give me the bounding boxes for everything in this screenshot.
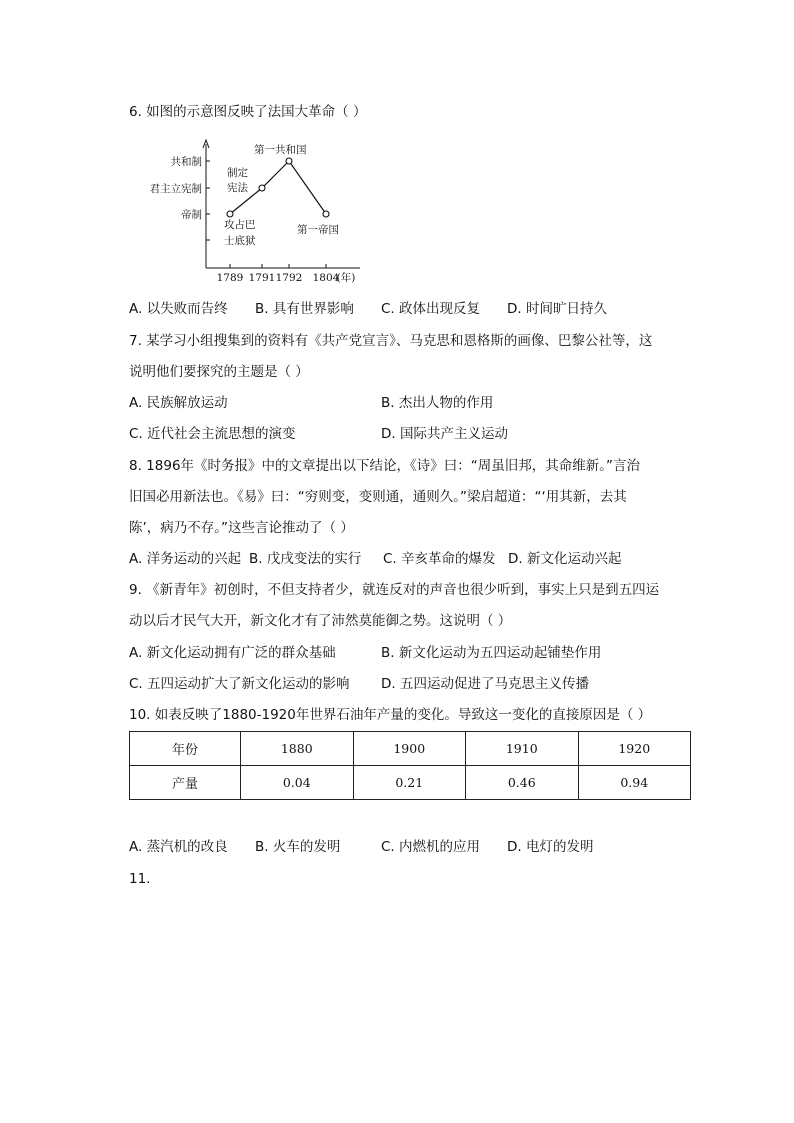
table-row-output <box>130 766 691 800</box>
q8-option-c: C. 辛亥革命的爆发 <box>383 551 496 567</box>
q9-option-b: B. 新文化运动为五四运动起铺垫作用 <box>381 645 602 661</box>
question-8-stem-line-1: 8. 1896年《时务报》中的文章提出以下结论，《诗》曰：“周虽旧邦，其命维新。”言治 <box>129 458 641 474</box>
q10-option-c: C. 内燃机的应用 <box>381 839 481 855</box>
question-8-stem-line-2: 旧国必用新法也。《易》曰：“穷则变，变则通，通则久。”梁启超道：“‘用其新，去其 <box>129 489 627 505</box>
q6-option-b: B. 具有世界影响 <box>255 301 354 317</box>
point-label: 第一共和国 <box>254 144 307 156</box>
x-axis-unit: (年) <box>336 272 356 284</box>
q9-option-d: D. 五四运动促进了马克思主义传播 <box>381 676 589 692</box>
q6-option-d: D. 时间旷日持久 <box>507 301 607 317</box>
point-label: 第一帝国 <box>297 224 339 236</box>
q7-option-a: A. 民族解放运动 <box>129 395 228 411</box>
data-point <box>227 211 233 217</box>
table-cell-year: 1900 <box>353 732 466 766</box>
x-tick-label: 1789 <box>216 272 244 284</box>
question-9-stem-line-1: 9. 《新青年》初创时，不但支持者少，就连反对的声音也很少听到，事实上只是到五四运 <box>129 582 660 598</box>
question-10-stem: 10. 如表反映了1880-1920年世界石油年产量的变化。导致这一变化的直接原因是（ ） <box>129 707 652 723</box>
point-label: 制定 <box>227 167 248 179</box>
q9-option-a: A. 新文化运动拥有广泛的群众基础 <box>129 645 336 661</box>
table-cell-output: 0.46 <box>466 766 579 800</box>
question-6-stem: 6. 如图的示意图反映了法国大革命（ ） <box>129 104 367 120</box>
table-cell-year: 1880 <box>241 732 354 766</box>
q10-option-d: D. 电灯的发明 <box>507 839 594 855</box>
table-cell-year: 1920 <box>578 732 691 766</box>
table-cell-output: 0.04 <box>241 766 354 800</box>
table-cell-output: 0.21 <box>353 766 466 800</box>
q7-option-b: B. 杰出人物的作用 <box>381 395 494 411</box>
question-7-stem-line-1: 7. 某学习小组搜集到的资料有《共产党宣言》、马克思和恩格斯的画像、巴黎公社等，这 <box>129 333 653 349</box>
point-label: 宪法 <box>227 182 248 194</box>
oil-output-table <box>129 731 691 800</box>
revolution-chart <box>128 136 373 286</box>
table-cell-output: 0.94 <box>578 766 691 800</box>
data-point <box>323 211 329 217</box>
point-label: 攻占巴 <box>224 219 256 231</box>
x-tick-label: 1792 <box>275 272 303 284</box>
q10-option-a: A. 蒸汽机的改良 <box>129 839 228 855</box>
q8-option-b: B. 戊戌变法的实行 <box>249 551 362 567</box>
question-8-stem-line-3: 陈’，病乃不存。”这些言论推动了（ ） <box>129 520 354 536</box>
x-tick-label: 1804 <box>312 272 340 284</box>
q7-option-c: C. 近代社会主流思想的演变 <box>129 426 296 442</box>
q7-option-d: D. 国际共产主义运动 <box>381 426 508 442</box>
point-label: 士底狱 <box>224 235 256 247</box>
y-tick-label: 君主立宪制 <box>149 183 202 195</box>
q8-option-d: D. 新文化运动兴起 <box>508 551 622 567</box>
table-row-years <box>130 732 691 766</box>
question-9-stem-line-2: 动以后才民气大开，新文化才有了沛然莫能御之势。这说明（ ） <box>129 613 512 629</box>
data-point <box>259 185 265 191</box>
chart-svg <box>128 136 373 286</box>
question-7-stem-line-2: 说明他们要探究的主题是（ ） <box>129 364 309 380</box>
y-tick-label: 帝制 <box>181 209 202 221</box>
table-header-year: 年份 <box>130 732 241 766</box>
q8-option-a: A. 洋务运动的兴起 <box>129 551 242 567</box>
q6-option-a: A. 以失败而告终 <box>129 301 228 317</box>
data-point <box>286 158 292 164</box>
question-11-stem: 11. <box>129 871 151 887</box>
y-tick-label: 共和制 <box>170 156 202 168</box>
table-header-output: 产量 <box>130 766 241 800</box>
table-cell-year: 1910 <box>466 732 579 766</box>
q6-option-c: C. 政体出现反复 <box>381 301 481 317</box>
q10-option-b: B. 火车的发明 <box>255 839 341 855</box>
x-tick-label: 1791 <box>248 272 276 284</box>
q9-option-c: C. 五四运动扩大了新文化运动的影响 <box>129 676 350 692</box>
